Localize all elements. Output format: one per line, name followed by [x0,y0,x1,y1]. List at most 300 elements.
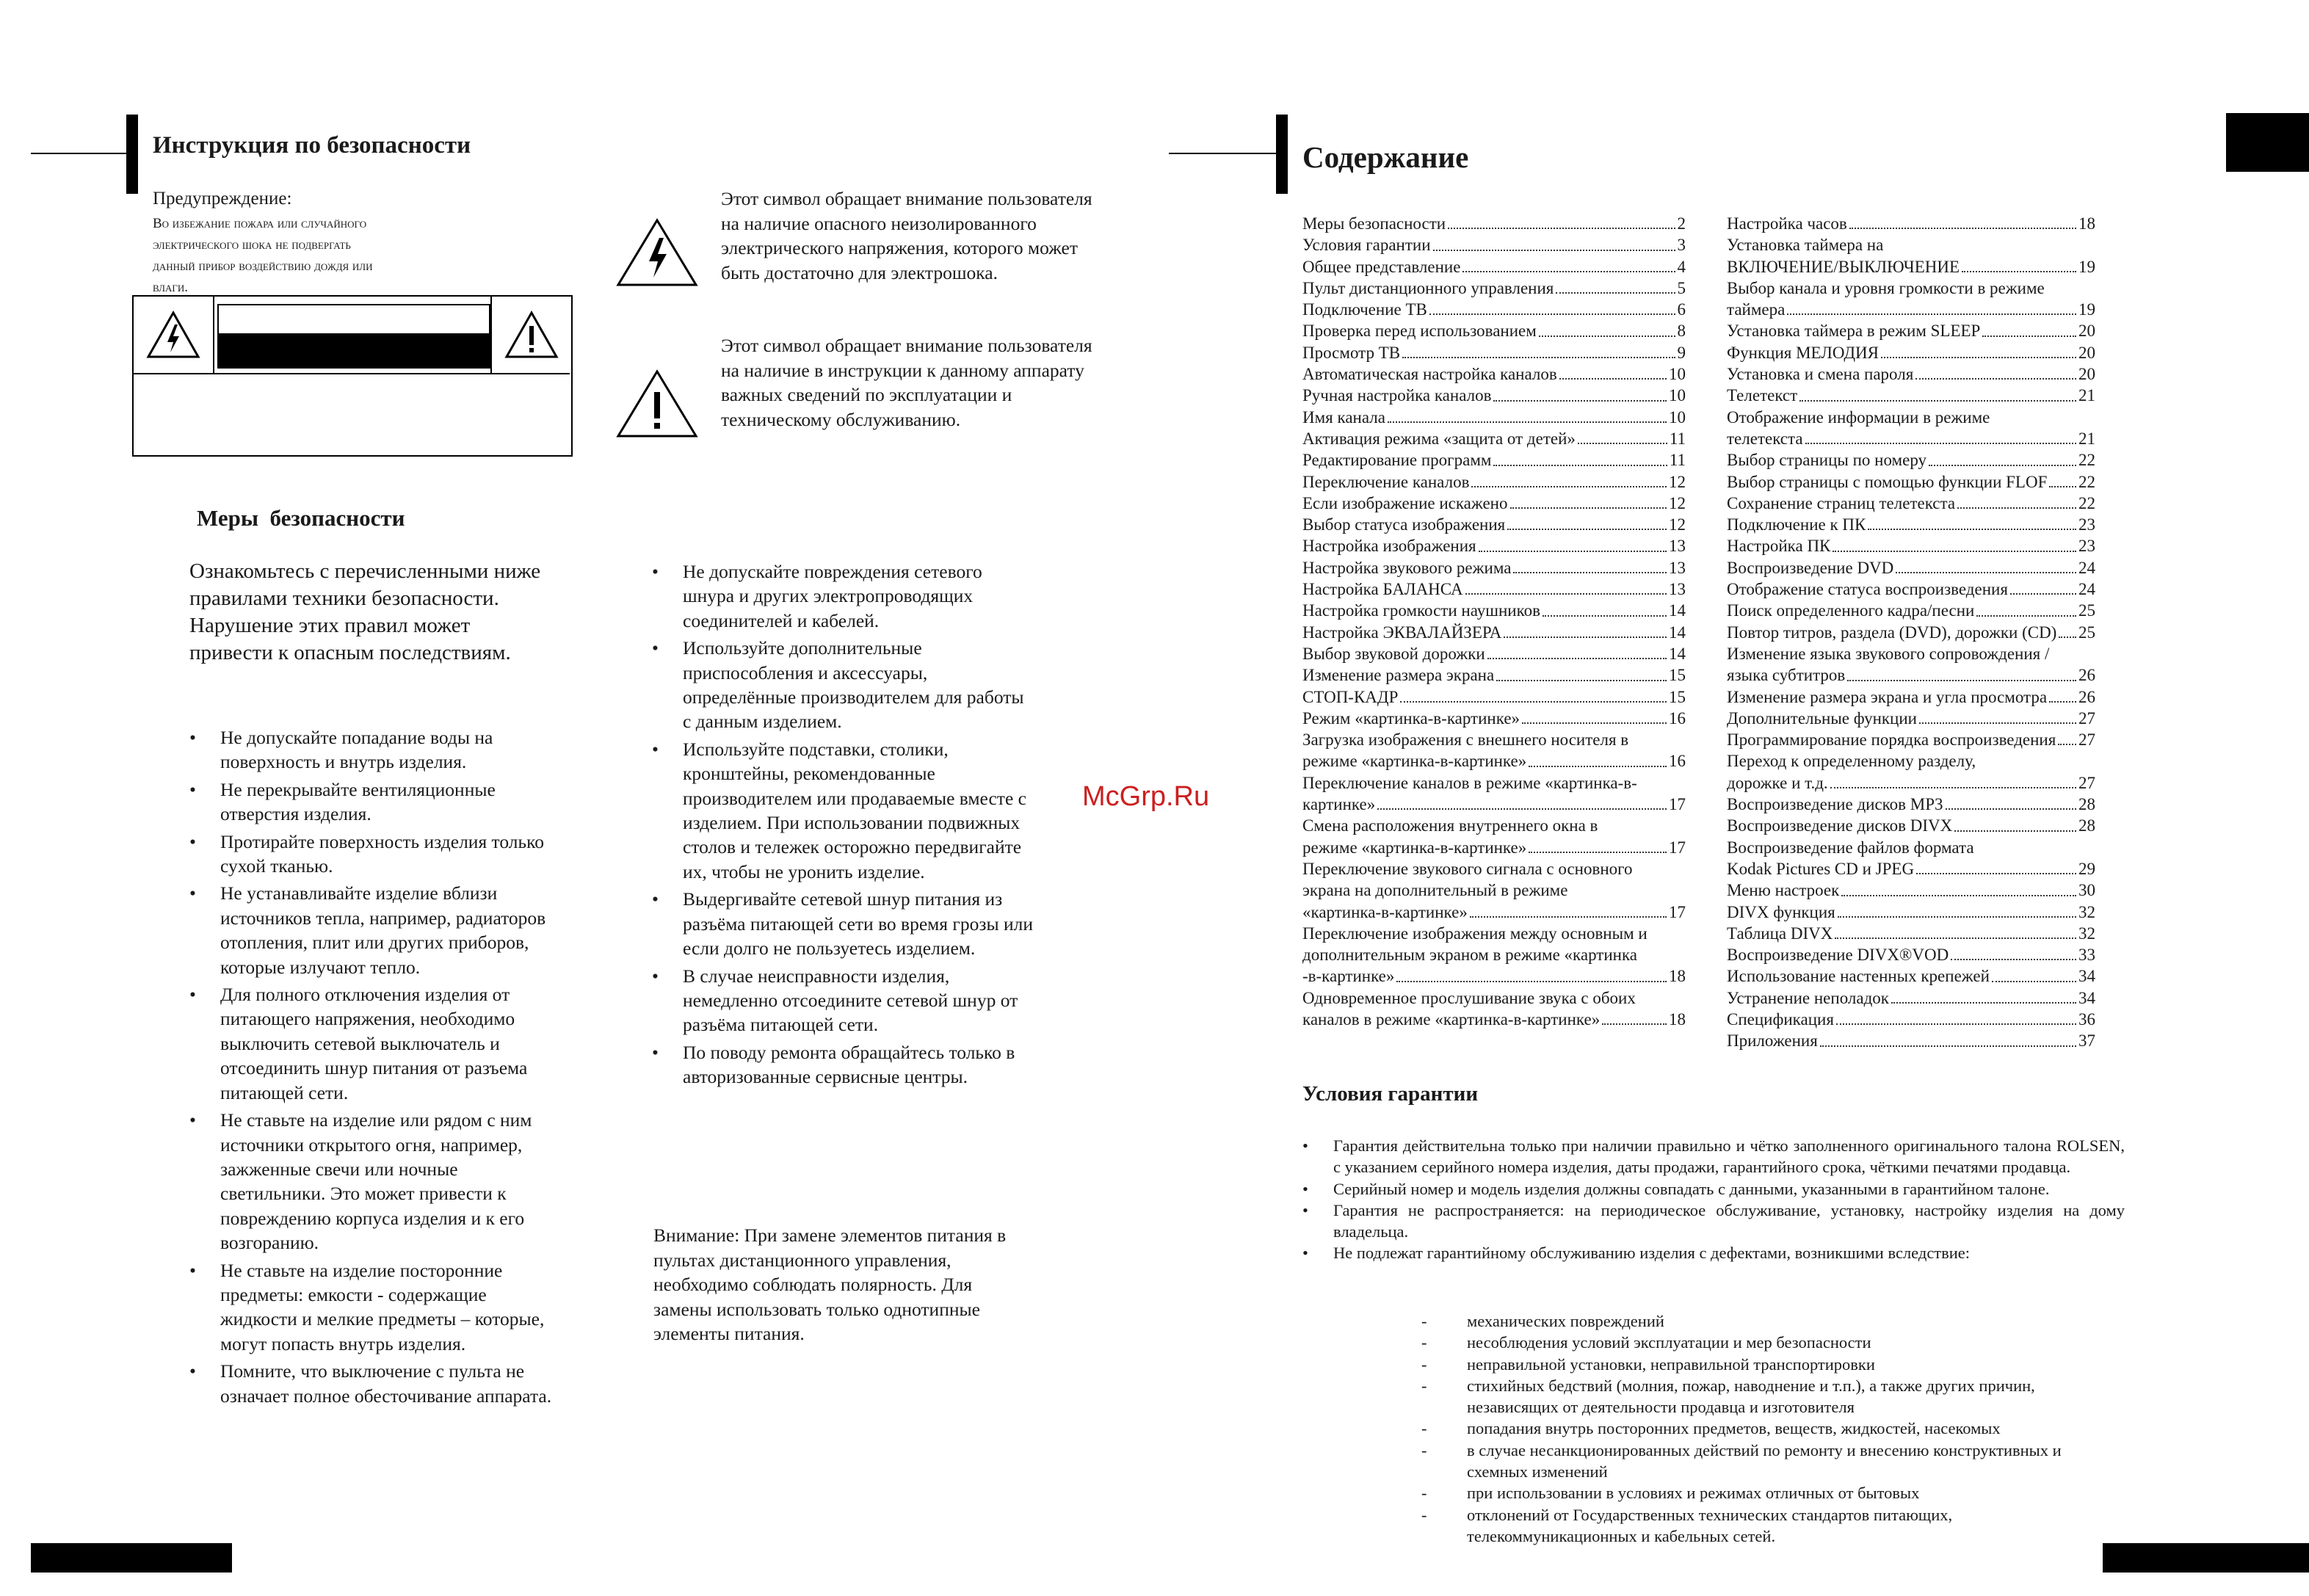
toc-entry[interactable] [1727,234,2095,278]
toc-entry-title: Ручная настройка каналов [1302,386,1492,405]
toc-leader-dots [1799,400,2076,402]
toc-entry[interactable] [1727,407,2095,450]
toc-entry-title: Установка и смена пароля [1727,365,1914,384]
toc-entry-title: Таблица DIVX [1727,924,1833,943]
toc-entry[interactable] [1727,213,2095,234]
warning-line: Во избежание пожара или случайного [153,216,367,231]
toc-leader-dots [1805,443,2076,444]
toc-entry-title: Воспроизведение DVD [1727,558,1894,577]
toc-leader-dots [1529,766,1667,767]
warranty-title: Условия гарантии [1302,1082,1479,1106]
toc-leader-dots [1976,615,2076,617]
toc-entry[interactable] [1727,944,2095,965]
toc-entry-text: Воспроизведение файлов формата [1727,838,1974,857]
toc-entry-text: экрана на дополнительный в режиме [1302,881,1568,900]
toc-entry-text: Отображение информации в режиме [1727,407,1990,427]
toc-entry-title: Программирование порядка воспроизведения [1727,730,2056,750]
toc-entry-title: Воспроизведение дисков DIVX [1727,816,1953,835]
toc-entry[interactable] [1302,342,1686,363]
warning-label: Предупреждение: [153,189,292,208]
toc-entry-title: Настройка ПК [1727,537,1831,556]
toc-leader-dots [1836,1023,2076,1025]
toc-leader-dots [1830,787,2076,788]
toc-page-number: 10 [1669,365,1686,384]
toc-page-number: 24 [2078,558,2095,577]
toc-entry-title: Выбор страницы с помощью функции FLOF [1727,472,2048,491]
toc-entry-title: Отображение статуса воспроизведения [1727,580,2008,599]
caution-label [217,304,490,369]
toc-leader-dots [1402,357,1675,358]
toc-page-number: 28 [2078,795,2095,814]
toc-leader-dots [1896,572,2076,573]
lightning-symbol-note: Этот символ обращает внимание пользователя на наличие опасного неизолированного электрического напряжения, которого может быть достаточно для электрошока. [721,188,1092,283]
toc-page-number: 34 [2078,988,2095,1007]
left-footer-bar [31,1543,232,1573]
toc-page-number: 14 [1669,601,1686,620]
toc-page-number: 12 [1669,493,1686,512]
header-rule [1169,153,1276,154]
page-title: Инструкция по безопасности [153,132,471,159]
toc-entry[interactable] [1727,815,2095,836]
toc-entry[interactable] [1727,578,2095,600]
toc-entry[interactable] [1302,471,1686,493]
toc-page-number: 17 [1669,902,1686,921]
warranty-item: • Не подлежат гарантийному обслуживанию изделия с дефектами, возникшими вследствие: [1302,1242,2125,1263]
toc-page-number: 19 [2078,257,2095,276]
warranty-exclusion: - попадания внутрь посторонних предметов, веществ, жидкостей, насекомых [1421,1418,2125,1439]
toc-leader-dots [1510,507,1667,509]
warranty-exclusion: - при использовании в условиях и режимах отличных от бытовых [1421,1482,2125,1503]
toc-entry[interactable] [1302,772,1686,816]
toc-page-number: 5 [1677,278,1686,297]
toc-page-number: 3 [1677,236,1686,255]
toc-entry-title: Установка таймера в режим SLEEP [1727,322,1981,341]
toc-entry[interactable] [1302,234,1686,255]
toc-entry-title: телетекста [1727,429,1803,448]
toc-entry-title: СТОП-КАДР [1302,687,1399,706]
toc-leader-dots [1962,271,2076,272]
toc-page-number: 4 [1677,257,1686,276]
toc-entry[interactable] [1727,965,2095,987]
toc-entry-title: Воспроизведение DIVX®VOD [1727,946,1949,965]
toc-entry-title: Если изображение искажено [1302,493,1508,512]
toc-entry[interactable] [1727,879,2095,901]
toc-page-number: 33 [2078,946,2095,965]
toc-leader-dots [1559,378,1667,380]
toc-entry[interactable] [1727,514,2095,535]
toc-entry-text: Переключение изображения между основным и [1302,924,1648,943]
toc-column-1 [1302,213,1686,1030]
toc-leader-dots [1496,680,1667,681]
toc-leader-dots [1841,895,2076,896]
toc-entry-text: Установка таймера на [1727,236,1884,255]
toc-entry[interactable] [1727,600,2095,621]
toc-entry-title: Редактирование программ [1302,451,1492,470]
battery-attention-note: Внимание: При замене элементов питания в пультах дистанционного управления, необходимо соблюдать полярность. Для замены использовать только однотипные элементы питания. [653,1225,1007,1344]
toc-leader-dots [1522,722,1667,724]
toc-leader-dots [1433,250,1675,251]
toc-entry-title: Настройка изображения [1302,537,1476,556]
toc-page-number: 18 [1669,1009,1686,1029]
toc-entry[interactable] [1727,320,2095,341]
toc-page-number: 27 [2078,773,2095,792]
toc-entry[interactable] [1727,837,2095,880]
toc-page-number: 23 [2078,515,2095,534]
toc-entry[interactable] [1302,643,1686,664]
toc-entry[interactable] [1302,278,1686,299]
toc-entry-title: Функция МЕЛОДИЯ [1727,343,1879,362]
toc-leader-dots [2010,593,2076,595]
warning-line: влаги. [153,280,189,295]
toc-entry[interactable] [1727,750,2095,794]
toc-entry-title: Настройка звукового режима [1302,558,1512,577]
toc-entry-title: Повтор титров, раздела (DVD), дорожки (CD) [1727,623,2057,642]
toc-page-number: 6 [1677,300,1686,319]
toc-entry[interactable] [1727,643,2095,686]
toc-entry-text: Переход к определенному разделу, [1727,752,1976,771]
toc-page-number: 13 [1669,537,1686,556]
toc-entry[interactable] [1727,923,2095,944]
toc-leader-dots [1868,529,2076,530]
toc-page-number: 25 [2078,601,2095,620]
toc-leader-dots [1513,572,1667,573]
toc-entry-title: Условия гарантии [1302,236,1431,255]
toc-page-number: 36 [2078,1009,2095,1029]
toc-entry[interactable] [1302,708,1686,729]
toc-entry-title: Устранение неполадок [1727,988,1889,1007]
toc-entry[interactable] [1727,729,2095,750]
toc-leader-dots [1946,808,2076,810]
toc-leader-dots [2059,636,2076,638]
toc-page-number: 12 [1669,472,1686,491]
toc-page-number: 16 [1669,752,1686,771]
toc-leader-dots [1916,873,2076,874]
toc-leader-dots [2049,486,2076,487]
toc-entry[interactable] [1727,794,2095,815]
toc-page-number: 30 [2078,881,2095,900]
toc-entry[interactable] [1302,923,1686,987]
right-footer-bar [2103,1543,2309,1573]
toc-entry-title: таймера [1727,300,1786,319]
toc-page-number: 9 [1677,343,1686,362]
toc-page-number: 32 [2078,924,2095,943]
toc-entry-title: Переключение каналов [1302,472,1470,491]
toc-entry[interactable] [1302,815,1686,858]
contents-title: Содержание [1302,140,1469,174]
safety-bullet: • Не ставьте на изделие или рядом с ним источники открытого огня, например, зажженные свечи или ночные светильники. Это может привести к повреждению корпуса изделия и к его возгоранию. [189,1108,557,1255]
toc-leader-dots [1992,981,2076,982]
toc-entry-title: картинке» [1302,795,1376,814]
toc-entry[interactable] [1302,493,1686,514]
toc-page-number: 14 [1669,644,1686,663]
toc-page-number: 18 [2078,214,2095,233]
warranty-exclusion: - отклонений от Государственных технических стандартов питающих, телекоммуникационных и кабельных сетей. [1421,1504,2125,1548]
toc-entry-title: Пульт дистанционного управления [1302,278,1554,297]
toc-leader-dots [1556,292,1675,294]
toc-leader-dots [1493,400,1667,402]
toc-leader-dots [1388,421,1667,423]
safety-bullet: • Не перекрывайте вентиляционные отверстия изделия. [189,777,557,827]
toc-leader-dots [1847,680,2076,681]
toc-entry[interactable] [1727,708,2095,729]
toc-leader-dots [1838,916,2076,918]
toc-leader-dots [1954,830,2076,832]
toc-entry-title: дорожке и т.д. [1727,773,1828,792]
header-bar [126,115,138,194]
toc-entry-text: Выбор канала и уровня громкости в режиме [1727,278,2045,297]
exclamation-symbol-note: Этот символ обращает внимание пользователя на наличие в инструкции к данному аппарату важных сведений по эксплуатации и техническому обслуживанию. [721,335,1092,430]
toc-entry-title: каналов в режиме «картинка-в-картинке» [1302,1009,1601,1029]
toc-leader-dots [2049,701,2076,703]
toc-leader-dots [1982,335,2076,337]
toc-entry[interactable] [1302,664,1686,686]
toc-entry[interactable] [1302,385,1686,406]
toc-entry-title: Меры безопасности [1302,214,1446,233]
toc-entry[interactable] [1302,987,1686,1031]
toc-entry-title: Общее представление [1302,257,1461,276]
toc-entry[interactable] [1302,407,1686,428]
toc-page-number: 34 [2078,967,2095,986]
toc-page-number: 21 [2078,429,2095,448]
toc-entry-title: Режим «картинка-в-картинке» [1302,708,1520,728]
toc-leader-dots [1951,959,2076,960]
toc-leader-dots [2058,744,2076,745]
toc-leader-dots [1929,465,2076,466]
safety-bullet: • Протирайте поверхность изделия только сухой тканью. [189,830,557,879]
toc-page-number: 20 [2078,365,2095,384]
toc-leader-dots [1539,335,1675,337]
toc-entry[interactable] [1302,622,1686,643]
warning-line: электрического шока не подвергать [153,237,351,253]
lightning-symbol-icon [614,216,700,289]
exclamation-warning-icon [504,310,559,360]
toc-leader-dots [1543,615,1667,617]
toc-page-number: 20 [2078,343,2095,362]
toc-entry[interactable] [1302,578,1686,600]
toc-page-number: 17 [1669,838,1686,857]
toc-leader-dots [1529,852,1667,853]
toc-page-number: 23 [2078,537,2095,556]
toc-leader-dots [1504,636,1667,638]
toc-entry-title: Настройка громкости наушников [1302,601,1540,620]
toc-leader-dots [1470,916,1667,918]
toc-leader-dots [1448,228,1675,229]
toc-entry[interactable] [1302,299,1686,320]
safety-bullet: • Не ставьте на изделие посторонние предметы: емкости - содержащие жидкости и мелкие предметы – которые, могут попасть внутрь изделия. [189,1258,557,1357]
toc-entry[interactable] [1727,493,2095,514]
toc-entry-title: Телетекст [1727,386,1798,405]
warranty-exclusion: - стихийных бедствий (молния, пожар, наводнение и т.п.), а также других причин, независящих от деятельности продавца и изготовителя [1421,1375,2125,1418]
toc-leader-dots [1479,551,1667,552]
toc-entry-title: Имя канала [1302,407,1385,427]
toc-page-number: 2 [1677,214,1686,233]
toc-entry-title: Активация режима «защита от детей» [1302,429,1576,448]
toc-entry-title: Подключение к ПК [1727,515,1866,534]
warranty-list [1302,1135,2125,1264]
toc-entry[interactable] [1727,1030,2095,1051]
toc-page-number: 13 [1669,580,1686,599]
safety-bullet: • Не допускайте повреждения сетевого шнура и других электропроводящих соединителей и кабелей. [652,559,1034,633]
toc-entry-title: Меню настроек [1727,881,1840,900]
warranty-exclusion: - механических повреждений [1421,1310,2125,1332]
toc-entry-title: Подключение ТВ [1302,300,1427,319]
toc-entry[interactable] [1727,535,2095,556]
toc-entry[interactable] [1302,535,1686,556]
toc-page-number: 29 [2078,859,2095,878]
toc-entry[interactable] [1727,987,2095,1009]
warranty-exclusion: - неправильной установки, неправильной транспортировки [1421,1354,2125,1375]
toc-entry[interactable] [1727,342,2095,363]
toc-leader-dots [1881,357,2076,358]
toc-page-number: 27 [2078,708,2095,728]
safety-bullet: • Помните, что выключение с пульта не означает полное обесточивание аппарата. [189,1359,557,1408]
toc-entry-title: Настройка БАЛАНСА [1302,580,1463,599]
toc-entry-text: Одновременное прослушивание звука с обоих [1302,988,1636,1007]
toc-leader-dots [1919,722,2076,724]
warning-line: данный прибор воздействию дождя или [153,258,373,274]
warning-text [153,213,372,298]
toc-page-number: 37 [2078,1031,2095,1051]
toc-leader-dots [1487,658,1667,659]
toc-page-number: 15 [1669,687,1686,706]
toc-entry[interactable] [1302,858,1686,923]
page-corner-tab [2226,113,2309,172]
safety-bullet: • Выдергивайте сетевой шнур питания из разъёма питающей сети во время грозы или если долго не пользуетесь изделием. [652,887,1034,960]
warranty-exclusion: - несоблюдения условий эксплуатации и мер безопасности [1421,1332,2125,1353]
toc-page-number: 15 [1669,666,1686,685]
toc-entry-title: Настройка часов [1727,214,1847,233]
toc-entry-text: Переключение звукового сигнала с основного [1302,859,1633,878]
toc-leader-dots [1835,937,2076,939]
warranty-item: • Серийный номер и модель изделия должны совпадать с данными, указанными в гарантийном талоне. [1302,1178,2125,1200]
toc-page-number: 14 [1669,623,1686,642]
toc-entry[interactable] [1302,514,1686,535]
toc-page-number: 20 [2078,322,2095,341]
toc-entry[interactable] [1727,385,2095,406]
toc-entry-title: Автоматическая настройка каналов [1302,365,1557,384]
toc-entry[interactable] [1727,902,2095,923]
toc-entry[interactable] [1727,278,2095,321]
toc-leader-dots [1493,465,1667,466]
safety-bullet: • По поводу ремонта обращайтесь только в авторизованные сервисные центры. [652,1040,1034,1089]
toc-entry[interactable] [1302,213,1686,234]
toc-leader-dots [1377,808,1667,810]
toc-entry[interactable] [1302,729,1686,772]
safety-bullet: • Используйте дополнительные приспособления и аксессуары, определённые производителем для работы с данным изделием. [652,636,1034,734]
toc-leader-dots [1891,1002,2076,1004]
toc-entry[interactable] [1302,320,1686,341]
toc-leader-dots [1471,486,1667,487]
toc-page-number: 22 [2078,472,2095,491]
toc-leader-dots [1429,313,1675,315]
watermark: McGrp.Ru [1082,781,1210,812]
toc-entry-title: режиме «картинка-в-картинке» [1302,838,1527,857]
toc-entry-title: Выбор статуса изображения [1302,515,1506,534]
toc-entry[interactable] [1727,1009,2095,1030]
toc-entry-title: Изменение размера экрана [1302,666,1495,685]
toc-leader-dots [1849,228,2076,229]
toc-entry-text: Загрузка изображения с внешнего носителя в [1302,730,1629,750]
safety-bullet: • Используйте подставки, столики, кронштейны, рекомендованные производителем или продаваемые вместе с изделием. При использовании подвижных столов и тележек осторожно передвигайте их, чтобы не уронить изделие. [652,737,1034,884]
toc-entry-title: Сохранение страниц телетекста [1727,493,1956,512]
toc-entry-title: Приложения [1727,1031,1818,1051]
toc-entry-title: Спецификация [1727,1009,1834,1029]
toc-entry-title: -в-картинке» [1302,967,1395,986]
toc-leader-dots [1465,593,1667,595]
toc-page-number: 18 [1669,967,1686,986]
toc-entry-title: Настройка ЭКВАЛАЙЗЕРА [1302,623,1502,642]
warranty-item: • Гарантия не распространяется: на периодическое обслуживание, установку, настройку изделия на дому владельца. [1302,1200,2125,1243]
toc-entry-title: DIVX функция [1727,902,1835,921]
toc-entry-title: Изменение размера экрана и угла просмотра [1727,687,2048,706]
toc-entry[interactable] [1727,449,2095,471]
safety-intro: Ознакомьтесь с перечисленными ниже правилами техники безопасности. Нарушение этих правил может привести к опасным последствиям. [189,559,541,664]
toc-entry-title: Выбор страницы по номеру [1727,451,1927,470]
toc-entry[interactable] [1302,428,1686,449]
toc-entry[interactable] [1302,600,1686,621]
toc-leader-dots [1507,529,1667,530]
toc-leader-dots [1462,271,1675,272]
toc-leader-dots [1602,1023,1667,1025]
toc-leader-dots [1578,443,1667,444]
toc-entry[interactable] [1727,363,2095,385]
toc-entry[interactable] [1302,449,1686,471]
toc-entry[interactable] [1727,686,2095,708]
safety-bullet: • Не допускайте попадание воды на поверхность и внутрь изделия. [189,725,557,775]
toc-entry[interactable] [1302,256,1686,278]
toc-page-number: 26 [2078,666,2095,685]
toc-leader-dots [1787,313,2076,315]
toc-page-number: 22 [2078,451,2095,470]
warranty-exclusions-list [1421,1310,2125,1547]
toc-page-number: 12 [1669,515,1686,534]
lightning-warning-icon [145,310,201,360]
toc-entry-title: режиме «картинка-в-картинке» [1302,752,1527,771]
header-bar [1276,115,1288,194]
toc-entry[interactable] [1727,471,2095,493]
toc-page-number: 32 [2078,902,2095,921]
toc-entry[interactable] [1727,557,2095,578]
toc-entry-title: Воспроизведение дисков MP3 [1727,795,1943,814]
toc-entry[interactable] [1302,363,1686,385]
toc-page-number: 11 [1669,451,1686,470]
toc-entry-title: «картинка-в-картинке» [1302,902,1468,921]
toc-page-number: 13 [1669,558,1686,577]
toc-entry-text: Изменение языка звукового сопровождения / [1727,644,2050,663]
toc-leader-dots [1400,701,1667,703]
toc-page-number: 11 [1669,429,1686,448]
exclamation-symbol-icon [614,367,700,440]
toc-entry-title: Дополнительные функции [1727,708,1917,728]
toc-entry[interactable] [1302,686,1686,708]
toc-entry-title: ВКЛЮЧЕНИЕ/ВЫКЛЮЧЕНИЕ [1727,257,1960,276]
toc-entry[interactable] [1727,622,2095,643]
toc-page-number: 22 [2078,493,2095,512]
toc-page-number: 25 [2078,623,2095,642]
safety-measures-title: Меры безопасности [197,505,405,531]
toc-leader-dots [1957,507,2076,509]
toc-entry-text: дополнительным экраном в режиме «картинка [1302,946,1637,965]
caution-label-box [132,295,573,457]
toc-page-number: 10 [1669,407,1686,427]
toc-page-number: 24 [2078,580,2095,599]
warranty-exclusion: - в случае несанкционированных действий по ремонту и внесению конструктивных и схемных изменений [1421,1440,2125,1483]
safety-bullet: • Для полного отключения изделия от питающего напряжения, необходимо выключить сетевой выключатель и отсоединить шнур питания от разъема питающей сети. [189,982,557,1105]
toc-entry[interactable] [1302,557,1686,578]
toc-entry-text: Смена расположения внутреннего окна в [1302,816,1598,835]
toc-page-number: 17 [1669,795,1686,814]
toc-entry-title: Поиск определенного кадра/песни [1727,601,1975,620]
